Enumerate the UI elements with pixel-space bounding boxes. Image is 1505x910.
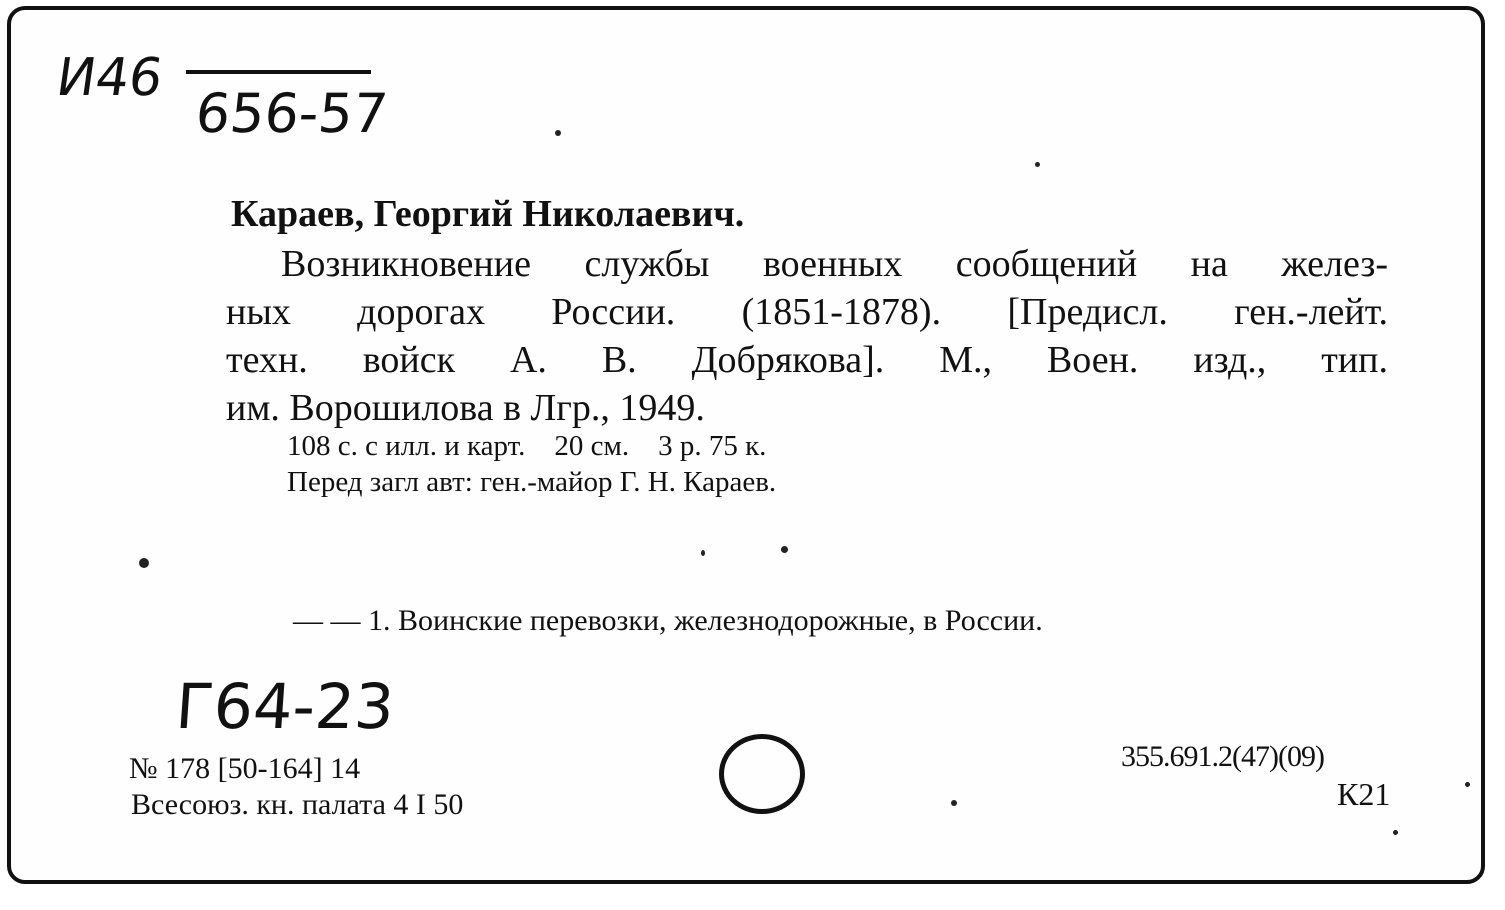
punch-hole — [719, 734, 805, 814]
card-number: № 178 [50-164] 14 — [129, 752, 361, 785]
author-heading: Караев, Георгий Николаевич. — [231, 193, 745, 235]
catalog-card — [7, 6, 1485, 884]
book-chamber-line: Всесоюз. кн. палата 4 I 50 — [131, 788, 464, 821]
title-line: им. Ворошилова в Лгр., 1949. — [226, 387, 705, 429]
author-mark: К21 — [1337, 776, 1391, 812]
scan-speck — [951, 800, 957, 806]
scan-speck — [555, 130, 561, 136]
handwritten-inventory-code: Г64-23 — [173, 670, 397, 743]
title-line: техн. войск А. В. Добрякова]. М., Воен. изд., тип. — [226, 339, 1388, 381]
handwritten-shelf-number: 656-57 — [192, 82, 391, 145]
title-line: Возникновение службы военных сообщений на желез- — [281, 243, 1388, 285]
scan-speck — [781, 546, 788, 553]
scan-speck — [701, 550, 705, 556]
handwritten-shelf-prefix: И46 — [52, 48, 167, 108]
collation-line: 108 с. с илл. и карт. 20 см. 3 р. 75 к. — [287, 430, 767, 462]
title-block — [226, 240, 1388, 432]
scan-speck — [139, 558, 149, 568]
note-line: Перед загл авт: ген.-майор Г. Н. Караев. — [287, 466, 777, 498]
scan-speck — [1465, 782, 1470, 787]
scan-speck — [1393, 830, 1398, 835]
title-line: ных дорогах России. (1851-1878). [Предисл. ген.-лейт. — [226, 291, 1388, 333]
subject-heading: — — 1. Воинские перевозки, железнодорожные, в России. — [293, 604, 1043, 637]
shelf-mark-rule — [186, 70, 371, 74]
scan-speck — [1035, 162, 1040, 167]
classification-number: 355.691.2(47)(09) — [1121, 740, 1324, 773]
